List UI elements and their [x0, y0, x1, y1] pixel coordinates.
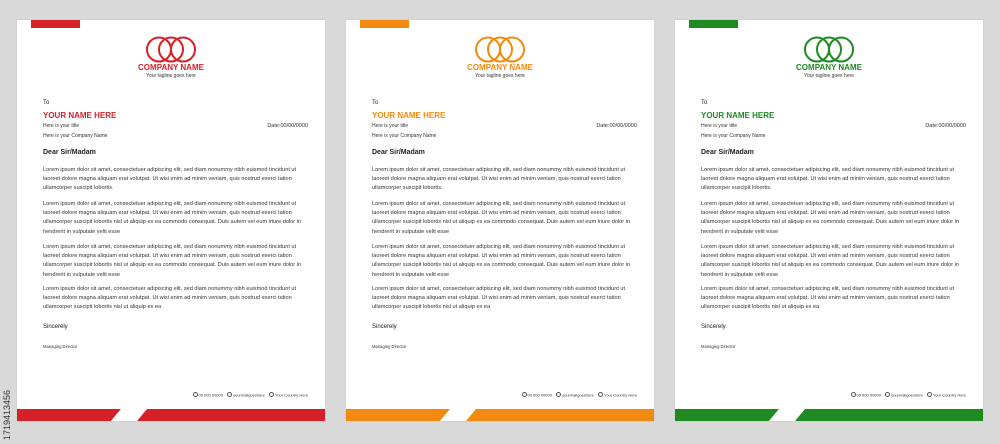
body-paragraph: Lorem ipsum dolor sit amet, consectetuer adipiscing elit, sed diam nonummy nibh euismod tincidunt ut laoreet dolore magna aliquam erat volutpat. Ut wisi enim ad minim veniam, quis nostrud exerci tation ullamcorper suscipit lobortis nisl ut aliquip ex ea	[372, 286, 626, 311]
country-text: Your Country Here	[933, 392, 966, 398]
body-paragraph: Lorem ipsum dolor sit amet, consectetuer adipiscing elit, sed diam nonummy nibh euismod tincidunt ut laoreet dolore magna aliquam erat volutpat. Ut wisi enim ad minim veniam, quis nostrud exerci tation ullamcorper suscipit lobortis.	[701, 167, 955, 192]
letterhead-sheet-green	[675, 20, 983, 421]
phone-icon	[522, 392, 527, 397]
company-line: Here is your Company Name	[372, 133, 437, 139]
letterhead-sheet-red	[17, 20, 325, 421]
phone-text: 00 000 00000	[856, 392, 881, 398]
location-icon	[598, 392, 603, 397]
body-paragraph: Lorem ipsum dolor sit amet, consectetuer adipiscing elit, sed diam nonummy nibh euismod tincidunt ut laoreet dolore magna aliquam erat volutpat. Ut wisi enim ad minim veniam, quis nostrud exerci tation ullamcorper suscipit lobortis nisl ut aliquip ex ea	[701, 286, 955, 311]
footer-contact	[519, 392, 638, 397]
to-label: To	[372, 100, 379, 106]
top-accent-bar	[360, 20, 409, 28]
body-paragraph: Lorem ipsum dolor sit amet, consectetuer adipiscing elit, sed diam nonummy nibh euismod tincidunt ut laoreet dolore magna aliquam erat volutpat. Ut wisi enim ad minim veniam, quis nostrud exerci tation ullamcorper suscipit lobortis nisl ut aliquip ex ea commodo consequat. Duis autem vel eum iriure dolor in hendrerit in vulputate velit esse	[372, 201, 631, 235]
phone-icon	[193, 392, 198, 397]
your-name: YOUR NAME HERE	[701, 111, 775, 120]
country-text: Your Country Here	[604, 392, 637, 398]
body-paragraph: Lorem ipsum dolor sit amet, consectetuer adipiscing elit, sed diam nonummy nibh euismod tincidunt ut laoreet dolore magna aliquam erat volutpat. Ut wisi enim ad minim veniam, quis nostrud exerci tation ullamcorper suscipit lobortis nisl ut aliquip ex ea commodo consequat. Duis autem vel eum iriure dolor in hendrerit in vulputate velit esse	[701, 244, 960, 278]
to-label: To	[43, 100, 50, 106]
company-line: Here is your Company Name	[43, 133, 108, 139]
phone-icon	[851, 392, 856, 397]
email-text: yourmailgoeshere	[562, 392, 594, 398]
location-icon	[927, 392, 932, 397]
rings-logo-icon	[799, 33, 859, 66]
body-paragraph: Lorem ipsum dolor sit amet, consectetuer adipiscing elit, sed diam nonummy nibh euismod tincidunt ut laoreet dolore magna aliquam erat volutpat. Ut wisi enim ad minim veniam, quis nostrud exerci tation ullamcorper suscipit lobortis.	[372, 167, 626, 192]
signer-position: Managing Director	[43, 344, 78, 349]
phone-text: 00 000 00000	[527, 392, 552, 398]
greeting: Dear Sir/Madam	[701, 149, 754, 156]
company-name: COMPANY NAME	[138, 63, 204, 72]
date: Date:00/00/0000	[596, 123, 637, 129]
signer-position: Managing Director	[701, 344, 736, 349]
date: Date:00/00/0000	[925, 123, 966, 129]
company-line: Here is your Company Name	[701, 133, 766, 139]
greeting: Dear Sir/Madam	[43, 149, 96, 156]
body-paragraph: Lorem ipsum dolor sit amet, consectetuer adipiscing elit, sed diam nonummy nibh euismod tincidunt ut laoreet dolore magna aliquam erat volutpat. Ut wisi enim ad minim veniam, quis nostrud exerci tation ullamcorper suscipit lobortis nisl ut aliquip ex ea commodo consequat. Duis autem vel eum iriure dolor in hendrerit in vulputate velit esse	[701, 201, 960, 235]
body-paragraph: Lorem ipsum dolor sit amet, consectetuer adipiscing elit, sed diam nonummy nibh euismod tincidunt ut laoreet dolore magna aliquam erat volutpat. Ut wisi enim ad minim veniam, quis nostrud exerci tation ullamcorper suscipit lobortis nisl ut aliquip ex ea commodo consequat. Duis autem vel eum iriure dolor in hendrerit in vulputate velit esse	[43, 201, 302, 235]
email-text: yourmailgoeshere	[233, 392, 265, 398]
body-paragraph: Lorem ipsum dolor sit amet, consectetuer adipiscing elit, sed diam nonummy nibh euismod tincidunt ut laoreet dolore magna aliquam erat volutpat. Ut wisi enim ad minim veniam, quis nostrud exerci tation ullamcorper suscipit lobortis nisl ut aliquip ex ea commodo consequat. Duis autem vel eum iriure dolor in hendrerit in vulputate velit esse	[43, 244, 302, 278]
closing: Sincerely	[43, 324, 68, 330]
to-label: To	[701, 100, 708, 106]
rings-logo-icon	[470, 33, 530, 66]
top-accent-bar	[31, 20, 80, 28]
bottom-accent-bar	[17, 409, 325, 421]
top-accent-bar	[689, 20, 738, 28]
letterhead-sheet-orange	[346, 20, 654, 421]
email-icon	[556, 392, 561, 397]
footer-contact	[190, 392, 309, 397]
closing: Sincerely	[701, 324, 726, 330]
bottom-accent-bar	[675, 409, 983, 421]
greeting: Dear Sir/Madam	[372, 149, 425, 156]
bottom-accent-bar	[346, 409, 654, 421]
footer-contact	[848, 392, 967, 397]
rings-logo-icon	[141, 33, 201, 66]
email-icon	[227, 392, 232, 397]
email-text: yourmailgoeshere	[891, 392, 923, 398]
body-paragraph: Lorem ipsum dolor sit amet, consectetuer adipiscing elit, sed diam nonummy nibh euismod tincidunt ut laoreet dolore magna aliquam erat volutpat. Ut wisi enim ad minim veniam, quis nostrud exerci tation ullamcorper suscipit lobortis nisl ut aliquip ex ea	[43, 286, 297, 311]
your-name: YOUR NAME HERE	[372, 111, 446, 120]
closing: Sincerely	[372, 324, 397, 330]
your-title: Here is your title	[43, 123, 80, 129]
your-name: YOUR NAME HERE	[43, 111, 117, 120]
your-title: Here is your title	[372, 123, 409, 129]
date: Date:00/00/0000	[267, 123, 308, 129]
tagline: Your tagline goes here	[804, 73, 854, 79]
image-id-text: 1719413456	[2, 389, 12, 440]
company-name: COMPANY NAME	[796, 63, 862, 72]
signer-position: Managing Director	[372, 344, 407, 349]
email-icon	[885, 392, 890, 397]
tagline: Your tagline goes here	[146, 73, 196, 79]
phone-text: 00 000 00000	[198, 392, 223, 398]
company-name: COMPANY NAME	[467, 63, 533, 72]
your-title: Here is your title	[701, 123, 738, 129]
body-paragraph: Lorem ipsum dolor sit amet, consectetuer adipiscing elit, sed diam nonummy nibh euismod tincidunt ut laoreet dolore magna aliquam erat volutpat. Ut wisi enim ad minim veniam, quis nostrud exerci tation ullamcorper suscipit lobortis.	[43, 167, 297, 192]
tagline: Your tagline goes here	[475, 73, 525, 79]
country-text: Your Country Here	[275, 392, 308, 398]
body-paragraph: Lorem ipsum dolor sit amet, consectetuer adipiscing elit, sed diam nonummy nibh euismod tincidunt ut laoreet dolore magna aliquam erat volutpat. Ut wisi enim ad minim veniam, quis nostrud exerci tation ullamcorper suscipit lobortis nisl ut aliquip ex ea commodo consequat. Duis autem vel eum iriure dolor in hendrerit in vulputate velit esse	[372, 244, 631, 278]
location-icon	[269, 392, 274, 397]
